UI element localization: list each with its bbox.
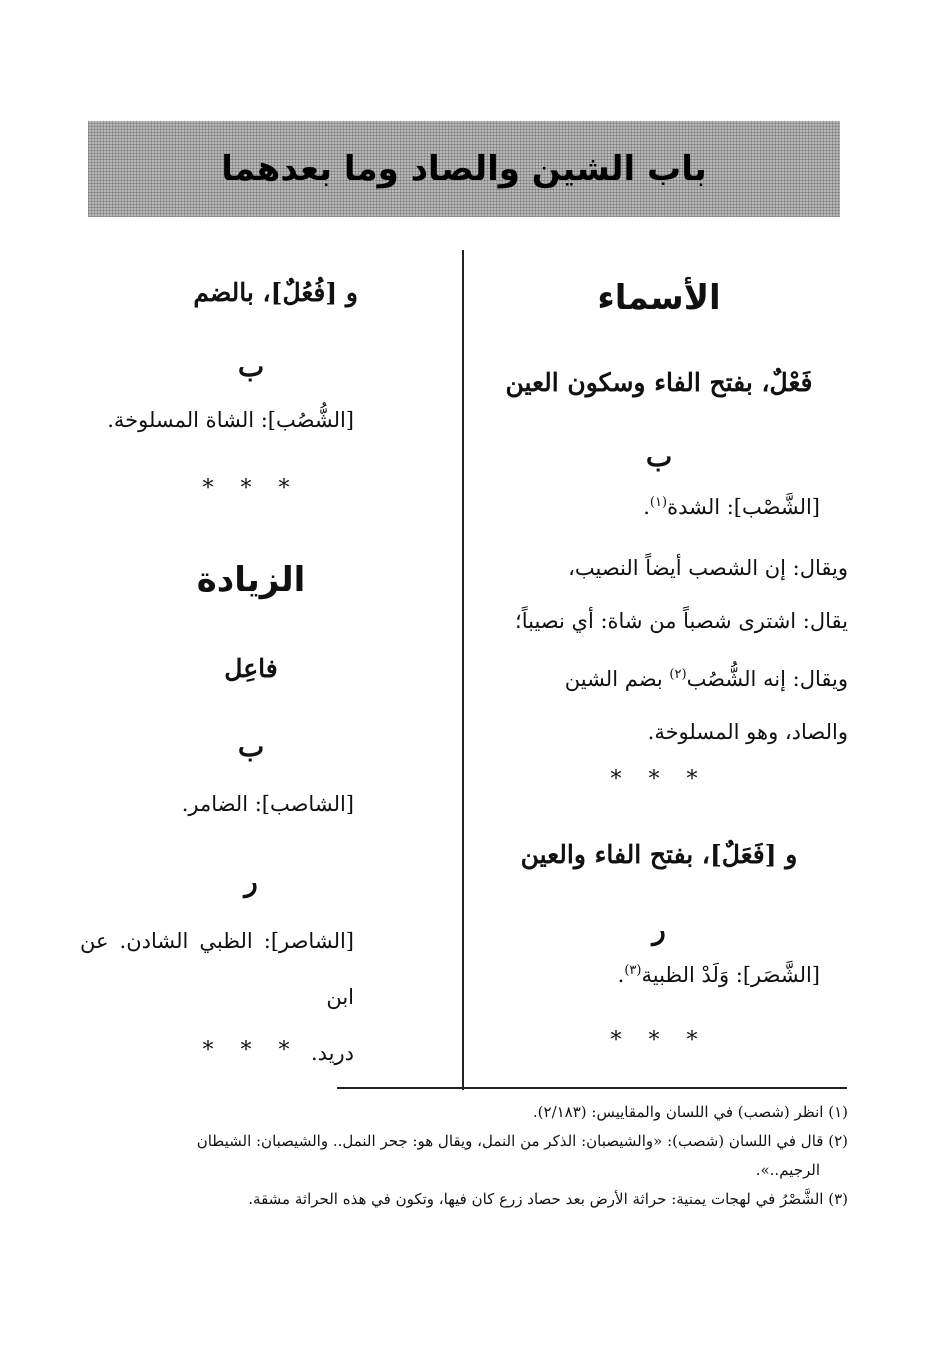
footnote-ref-2: (٢) (669, 667, 687, 682)
entry-shasib: [الشاصب]: الضامر. (181, 792, 354, 816)
pattern-heading-faal: و [فَعَلٌ]، بفتح الفاء والعين (520, 840, 798, 869)
chapter-title: باب الشين والصاد وما بعدهما (221, 149, 707, 189)
footnote-rule (337, 1087, 847, 1089)
column-divider (462, 250, 464, 1090)
paragraph-text: ويقال: إنه الشُّصُب (686, 667, 848, 691)
footnote-1: (١) انظر (شصب) في اللسان والمقاييس: (٢/١٨٣). (532, 1103, 848, 1121)
footnote-2: (٢) قال في اللسان (شصب): «والشيصبان: الذكر من النمل، ويقال هو: جحر النمل.. والشيصبان: الشيطان (196, 1132, 848, 1150)
entry-line: [الشاصر]: الظبي الشادن. عن ابن (80, 929, 354, 1009)
footnotes (80, 1098, 848, 1214)
section-separator: * * * (202, 1038, 300, 1063)
entry-shasar-end: . (617, 963, 625, 987)
section-title-asma: الأسماء (597, 278, 721, 318)
paragraph-line: يقال: اشترى شصباً من شاة: أي نصيباً؛ (515, 609, 848, 633)
entry-shusub: [الشُّصُب]: الشاة المسلوخة. (107, 408, 354, 432)
letter-heading-ba: ب (645, 440, 673, 473)
letter-heading-ba: ب (237, 350, 265, 383)
entry-line: دريد. (310, 1041, 354, 1065)
footnote-ref-1: (١) (649, 495, 668, 510)
footnote-3: (٣) الشَّصْرُ في لهجات يمنية: حراثة الأرض بعد حصاد زرع كان فيها، وتكون في هذه الحراثة مشقة. (248, 1190, 848, 1208)
entry-shasb-end: . (643, 495, 650, 519)
paragraph-shasb (470, 542, 848, 759)
pattern-heading-fail: فاعِل (224, 654, 278, 683)
section-separator: * * * (610, 767, 708, 792)
letter-heading-ra: ر (244, 865, 258, 898)
letter-heading-ba: ب (237, 730, 265, 763)
section-separator: * * * (202, 476, 300, 501)
entry-shasar (470, 963, 848, 987)
section-separator: * * * (610, 1028, 708, 1053)
paragraph-text: بضم الشين (564, 667, 670, 691)
paragraph-line: والصاد، وهو المسلوخة. (647, 720, 848, 744)
entry-shasb (470, 495, 848, 519)
pattern-heading-fuul: و [فُعُلٌ]، بالضم (193, 278, 358, 307)
section-title-ziyada: الزيادة (196, 560, 306, 600)
entry-shasb-text: [الشَّصْب]: الشدة (667, 495, 820, 519)
chapter-banner (88, 121, 840, 217)
footnote-ref-3: (٣) (624, 963, 642, 978)
pattern-heading-fal: فَعْلٌ، بفتح الفاء وسكون العين (505, 368, 813, 397)
paragraph-line (470, 648, 848, 706)
entry-shasar-text: [الشَّصَر]: وَلَدْ الظبية (641, 963, 820, 987)
footnote-2-continued: الرجيم..». (755, 1161, 820, 1179)
letter-heading-ra: ر (652, 913, 666, 946)
paragraph-line: ويقال: إن الشصب أيضاً النصيب، (568, 556, 848, 580)
